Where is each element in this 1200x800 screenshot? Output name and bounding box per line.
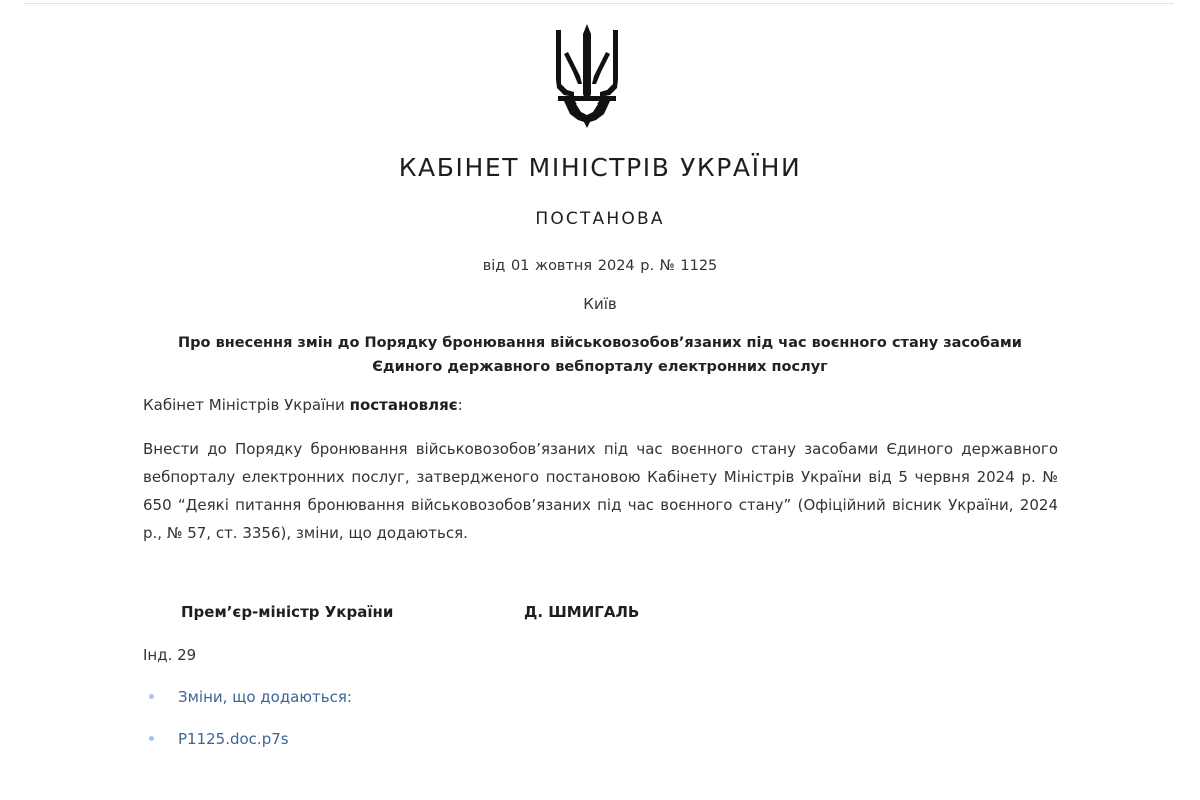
bullet-icon	[149, 736, 154, 741]
decree-subject-line-2: Єдиного державного вебпорталу електронних послуг	[372, 359, 828, 375]
resolution-intro-text: Кабінет Міністрів України	[143, 396, 350, 414]
signatory-name: Д. ШМИГАЛЬ	[524, 603, 640, 621]
ukraine-trident-icon	[554, 24, 620, 128]
resolution-intro-bold: постановляє	[349, 396, 458, 414]
resolution-intro-colon: :	[457, 396, 463, 414]
document-type: ПОСТАНОВА	[535, 209, 665, 229]
attachment-link-file[interactable]: P1125.doc.p7s	[178, 730, 289, 748]
attachment-link-changes[interactable]: Зміни, що додаються:	[178, 688, 352, 706]
decree-subject	[0, 331, 1200, 379]
signatory-title: Прем’єр-міністр України	[181, 603, 394, 621]
resolution-intro	[143, 396, 1058, 414]
attachment-item	[143, 726, 352, 768]
city: Київ	[583, 295, 617, 313]
index-number: Інд. 29	[143, 646, 197, 664]
decree-subject-line-1: Про внесення змін до Порядку бронювання військовозобов’язаних під час воєнного стану засобами	[178, 335, 1022, 351]
attachment-item	[143, 684, 352, 726]
top-divider	[24, 3, 1174, 4]
bullet-icon	[149, 694, 154, 699]
decree-date: від 01 жовтня 2024 р. № 1125	[482, 258, 718, 274]
resolution-body: Внести до Порядку бронювання військовозобов’язаних під час воєнного стану засобами Єдиного державного вебпорталу електронних послуг, затвердженого постановою Кабінету Міністрів України від 5 червня 2024 р. № 650 “Деякі питання бронювання військовозобов’язаних під час воєнного стану” (Офіційний вісник України, 2024 р., № 57, ст. 3356), зміни, що додаються.	[143, 440, 1058, 542]
cabinet-title: КАБІНЕТ МІНІСТРІВ УКРАЇНИ	[398, 153, 802, 182]
attachments-list	[143, 684, 352, 768]
